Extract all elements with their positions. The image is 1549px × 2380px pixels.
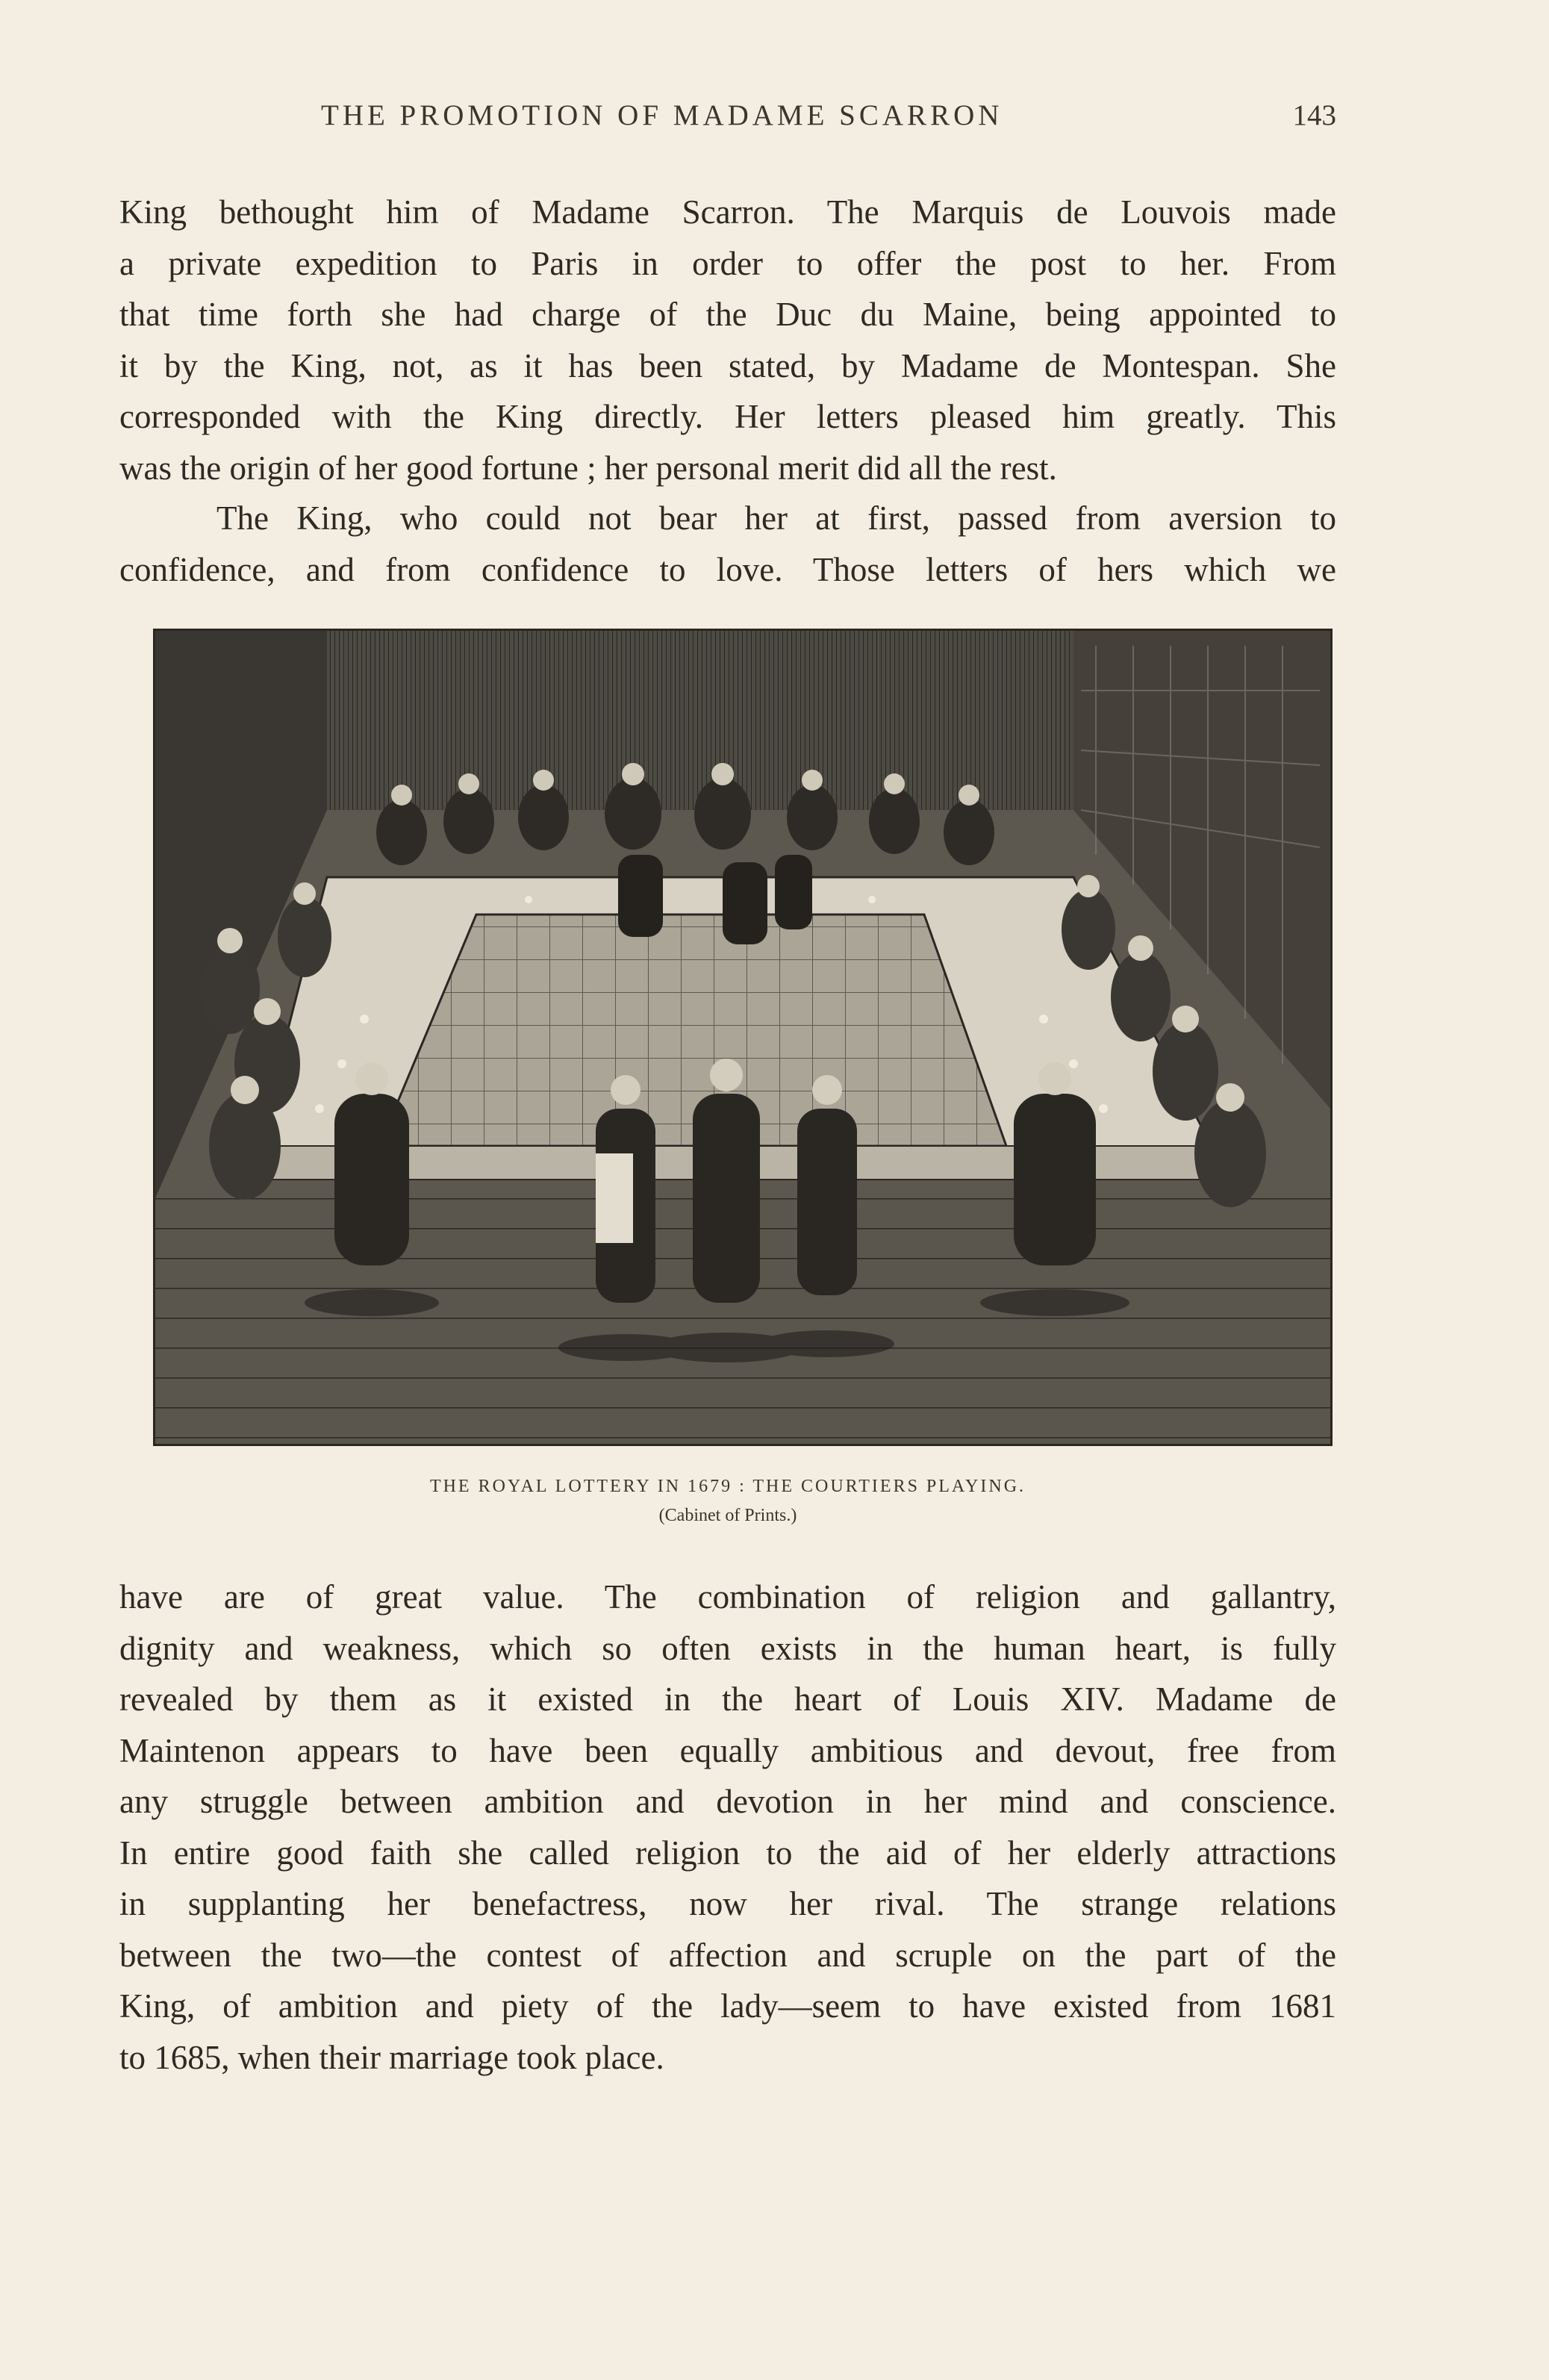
page-number: 143 <box>1292 99 1336 131</box>
paragraph-2 <box>119 493 1336 595</box>
text-line: The King, who could not bear her at first, passed from aversion to <box>216 499 1336 537</box>
text-line: that time forth she had charge of the Duc du Maine, being appointed to <box>119 296 1336 333</box>
text-line: it by the King, not, as it has been stated, by Madame de Montespan. She <box>119 346 1336 384</box>
paragraph-1 <box>119 187 1336 493</box>
running-head <box>119 99 1336 136</box>
text-line: King, of ambition and piety of the lady—seem to have existed from 1681 <box>119 1987 1336 2025</box>
text-line: any struggle between ambition and devotion in her mind and conscience. <box>119 1783 1336 1820</box>
text-line: confidence, and from confidence to love. Those letters of hers which we <box>119 550 1336 588</box>
text-line: to 1685, when their marriage took place. <box>119 2038 664 2076</box>
text-line: have are of great value. The combination of religion and gallantry, <box>119 1578 1336 1616</box>
text-line: corresponded with the King directly. Her letters pleased him greatly. This <box>119 398 1336 435</box>
text-line: between the two—the contest of affection and scruple on the part of the <box>119 1936 1336 1974</box>
text-line: Maintenon appears to have been equally ambitious and devout, free from <box>119 1731 1336 1769</box>
text-line: a private expedition to Paris in order to offer the post to her. From <box>119 244 1336 282</box>
text-line: dignity and weakness, which so often exists in the human heart, is fully <box>119 1629 1336 1667</box>
text-line: King bethought him of Madame Scarron. The Marquis de Louvois made <box>119 193 1336 231</box>
text-line: was the origin of her good fortune ; her personal merit did all the rest. <box>119 449 1057 487</box>
text-line: In entire good faith she called religion to the aid of her elderly attractions <box>119 1834 1336 1872</box>
paragraph-3 <box>119 1571 1336 2083</box>
engraving-picture <box>155 631 1330 1444</box>
figure-caption: THE ROYAL LOTTERY IN 1679 : THE COURTIERS PLAYING. <box>429 1477 1026 1496</box>
text-line: revealed by them as it existed in the heart of Louis XIV. Madame de <box>119 1680 1336 1718</box>
text-line: in supplanting her benefactress, now her rival. The strange relations <box>119 1885 1336 1922</box>
engraving-illustration <box>153 629 1333 1446</box>
figure-credit: (Cabinet of Prints.) <box>658 1506 797 1525</box>
running-head-title: THE PROMOTION OF MADAME SCARRON <box>321 99 1003 131</box>
